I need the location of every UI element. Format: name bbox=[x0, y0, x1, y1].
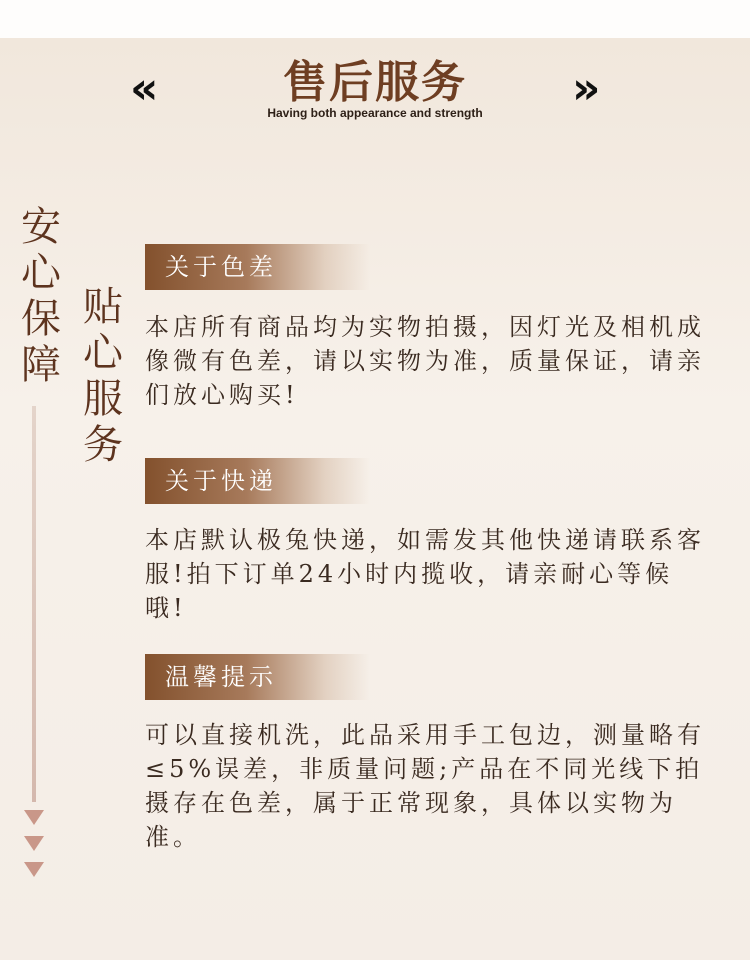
section-heading-shipping: 关于快递 bbox=[145, 458, 370, 504]
section-body-tips: 可以直接机洗，此品采用手工包边，测量略有≤5%误差，非质量问题;产品在不同光线下拍摄存在色差，属于正常现象，具体以实物为准。 bbox=[145, 721, 705, 851]
left-double-chevron-icon: « bbox=[130, 63, 159, 114]
section-heading-tips: 温馨提示 bbox=[145, 654, 370, 700]
vertical-char: 服 bbox=[83, 376, 123, 422]
vertical-label-service bbox=[80, 284, 126, 468]
right-double-chevron-icon: » bbox=[572, 63, 601, 114]
page-title: 售后服务 bbox=[283, 57, 467, 108]
vertical-char: 障 bbox=[21, 342, 61, 388]
vertical-char: 心 bbox=[21, 250, 61, 296]
section-body-shipping: 本店默认极兔快递，如需发其他快递请联系客服!拍下订单24小时内揽收，请亲耐心等候哦! bbox=[145, 526, 705, 622]
section-heading-color-difference: 关于色差 bbox=[145, 244, 370, 290]
down-arrow-icon bbox=[24, 810, 44, 825]
page-subtitle: Having both appearance and strength bbox=[267, 106, 483, 120]
section-body-color-difference: 本店所有商品均为实物拍摄，因灯光及相机成像微有色差，请以实物为准，质量保证，请亲们放心购买! bbox=[145, 313, 705, 409]
vertical-char: 务 bbox=[83, 422, 123, 468]
vertical-char: 心 bbox=[83, 330, 123, 376]
vertical-char: 安 bbox=[21, 204, 61, 250]
down-arrow-icon bbox=[24, 862, 44, 877]
vertical-char: 贴 bbox=[83, 284, 123, 330]
down-arrow-icon bbox=[24, 836, 44, 851]
vertical-char: 保 bbox=[21, 296, 61, 342]
vertical-label-guarantee bbox=[18, 204, 64, 388]
vertical-divider bbox=[32, 406, 36, 802]
